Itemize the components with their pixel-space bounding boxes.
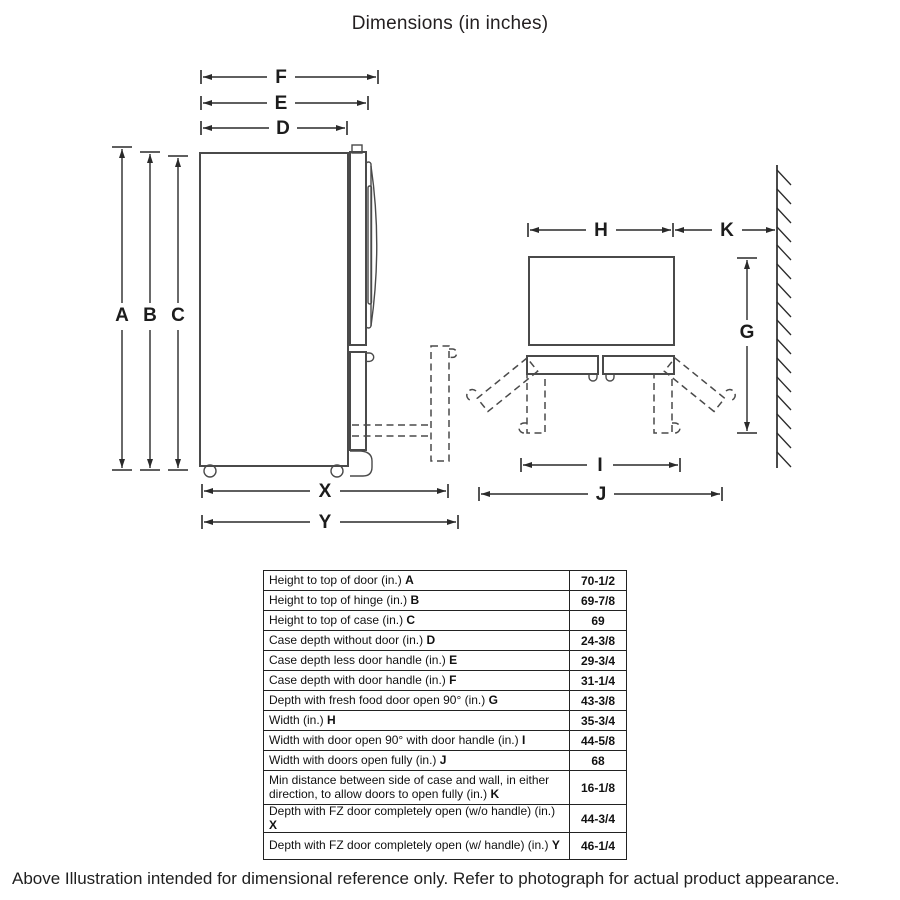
dimension-arrow-C bbox=[168, 156, 188, 470]
dimension-arrow-I bbox=[521, 455, 680, 476]
label-B: B bbox=[143, 305, 157, 326]
freezer-door-open-dashed bbox=[431, 346, 449, 461]
table-row: Depth with FZ door completely open (w/o handle) (in.) X 44-3/4 bbox=[264, 805, 627, 833]
top-view-refrigerator bbox=[467, 257, 735, 433]
table-row: Min distance between side of case and wall, in either direction, to allow doors to open fully (in.) K 16-1/8 bbox=[264, 771, 627, 805]
right-door-open-90-dashed bbox=[654, 374, 672, 433]
dimension-arrow-J bbox=[479, 484, 722, 505]
table-row: Width with doors open fully (in.) J 68 bbox=[264, 751, 627, 771]
right-handle-full-dashed bbox=[726, 390, 735, 401]
value-cell: 69-7/8 bbox=[570, 591, 627, 611]
case-outline bbox=[200, 153, 348, 466]
label-J: J bbox=[595, 484, 607, 505]
table-row: Height to top of hinge (in.) B 69-7/8 bbox=[264, 591, 627, 611]
label-K: K bbox=[720, 220, 734, 241]
table-row: Depth with fresh food door open 90° (in.) G 43-3/8 bbox=[264, 691, 627, 711]
label-E: E bbox=[274, 93, 288, 114]
table-row: Case depth without door (in.) D 24-3/8 bbox=[264, 631, 627, 651]
table-row: Case depth with door handle (in.) F 31-1/4 bbox=[264, 671, 627, 691]
label-A: A bbox=[115, 305, 129, 326]
table-row: Height to top of case (in.) C 69 bbox=[264, 611, 627, 631]
value-cell: 35-3/4 bbox=[570, 711, 627, 731]
right-door-handle bbox=[606, 374, 614, 381]
fresh-food-door bbox=[350, 152, 366, 345]
dimensions-table bbox=[263, 570, 627, 860]
dimension-arrow-A bbox=[112, 147, 132, 470]
value-cell: 69 bbox=[570, 611, 627, 631]
wall bbox=[777, 165, 791, 468]
footer-disclaimer: Above Illustration intended for dimensional reference only. Refer to photograph for actual product appearance. bbox=[12, 869, 840, 888]
label-X: X bbox=[318, 481, 332, 502]
freezer-foot bbox=[350, 451, 372, 476]
door-handle-bar bbox=[368, 186, 372, 304]
table-row: Depth with FZ door completely open (w/ handle) (in.) Y 46-1/4 bbox=[264, 833, 627, 860]
side-view-refrigerator bbox=[200, 145, 457, 477]
dimension-arrow-D bbox=[201, 118, 347, 139]
value-cell: 24-3/8 bbox=[570, 631, 627, 651]
dimension-arrow-B bbox=[140, 152, 160, 470]
label-H: H bbox=[594, 220, 608, 241]
table-row: Case depth less door handle (in.) E 29-3/4 bbox=[264, 651, 627, 671]
left-handle-full-dashed bbox=[467, 390, 476, 401]
value-cell: 16-1/8 bbox=[570, 771, 627, 805]
table-row: Width (in.) H 35-3/4 bbox=[264, 711, 627, 731]
label-F: F bbox=[275, 67, 287, 88]
label-I: I bbox=[597, 455, 603, 476]
dimension-arrow-F bbox=[201, 67, 378, 88]
dimension-arrow-X bbox=[202, 481, 448, 502]
freezer-handle-open-dashed bbox=[449, 349, 457, 357]
dimension-arrow-G bbox=[737, 258, 757, 433]
case-top-outline bbox=[529, 257, 674, 345]
wall-hatching bbox=[777, 170, 791, 467]
dimension-arrow-E bbox=[201, 93, 368, 114]
value-cell: 70-1/2 bbox=[570, 571, 627, 591]
label-C: C bbox=[171, 305, 185, 326]
label-Y: Y bbox=[318, 512, 332, 533]
table-row: Width with door open 90° with door handle (in.) I 44-5/8 bbox=[264, 731, 627, 751]
value-cell: 68 bbox=[570, 751, 627, 771]
value-cell: 44-5/8 bbox=[570, 731, 627, 751]
page-title: Dimensions (in inches) bbox=[351, 13, 549, 34]
dimension-arrow-H bbox=[528, 220, 673, 241]
left-handle-90-dashed bbox=[519, 423, 527, 433]
value-cell: 44-3/4 bbox=[570, 805, 627, 833]
right-handle-90-dashed bbox=[672, 423, 680, 433]
value-cell: 29-3/4 bbox=[570, 651, 627, 671]
left-door-handle bbox=[589, 374, 597, 381]
label-G: G bbox=[739, 322, 755, 343]
freezer-handle bbox=[366, 353, 374, 361]
value-cell: 46-1/4 bbox=[570, 833, 627, 860]
dimension-arrow-Y bbox=[202, 512, 458, 533]
table-row: Height to top of door (in.) A 70-1/2 bbox=[264, 571, 627, 591]
left-door-open-90-dashed bbox=[527, 374, 545, 433]
value-cell: 43-3/8 bbox=[570, 691, 627, 711]
dimension-arrow-K bbox=[675, 220, 775, 241]
label-D: D bbox=[276, 118, 290, 139]
left-door-open-full-dashed bbox=[477, 358, 537, 411]
value-cell: 31-1/4 bbox=[570, 671, 627, 691]
